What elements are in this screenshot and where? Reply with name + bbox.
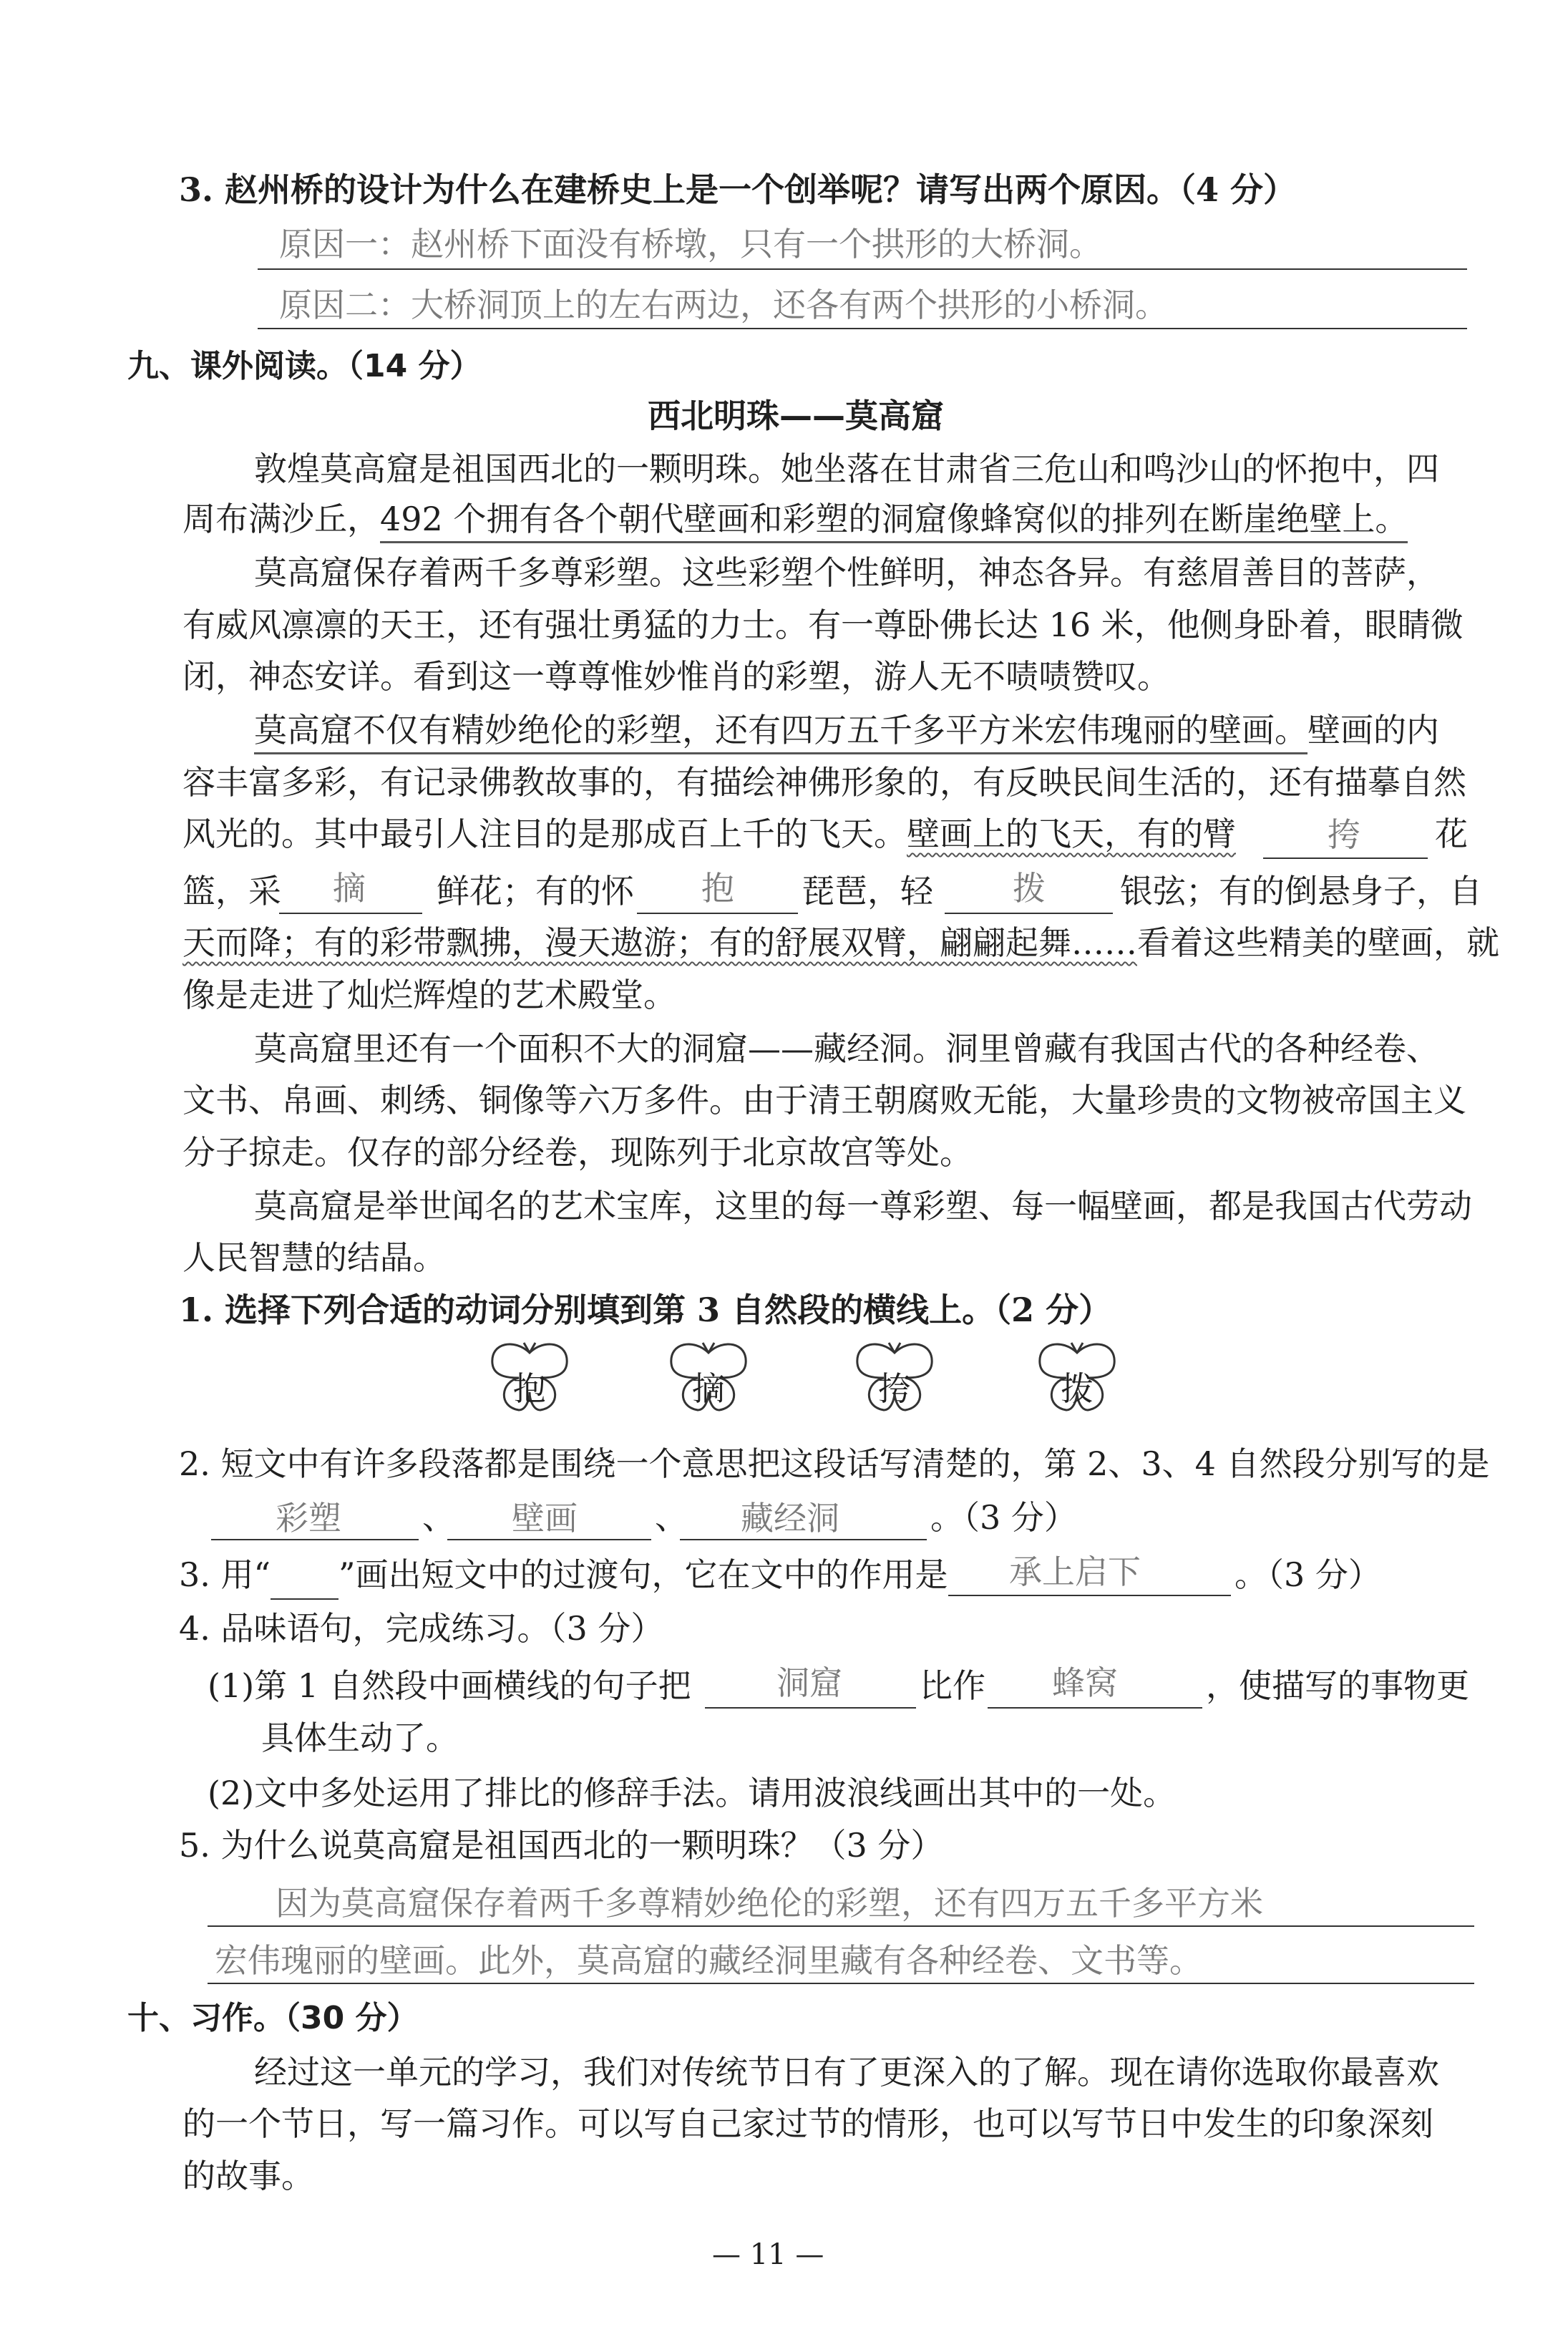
- q4-answer-1: 洞窟: [776, 1663, 842, 1702]
- underlined-sentence: 492 个拥有各个朝代壁画和彩塑的洞窟像蜂窝似的排列在断崖绝壁上。: [380, 500, 1408, 543]
- article-title: 西北明珠——莫高窟: [648, 397, 944, 435]
- blank-answer-1: 挎: [1328, 815, 1360, 854]
- question-text: 3. 赵州桥的设计为什么在建桥史上是一个创举呢？请写出两个原因。（4 分）: [179, 170, 1297, 209]
- section-9-heading: 九、课外阅读。（14 分）: [127, 348, 482, 384]
- option-label: 摘: [692, 1369, 725, 1408]
- text-span: 3. 用“: [179, 1555, 271, 1594]
- paragraph-3-line-2: 容丰富多彩，有记录佛教故事的，有描绘神佛形象的，有反映民间生活的，还有描摹自然: [182, 763, 1466, 802]
- underline-sample: [271, 1570, 339, 1600]
- text-span: ”画出短文中的过渡句，它在文中的作用是: [339, 1555, 948, 1594]
- answer-line: [208, 1925, 1474, 1927]
- writing-prompt-line-3: 的故事。: [182, 2157, 314, 2195]
- text-span: 比作: [920, 1666, 985, 1705]
- answer-line: [208, 1983, 1474, 1984]
- paragraph-5-line-1: 莫高窟是举世闻名的艺术宝库，这里的每一尊彩塑、每一幅壁画，都是我国古代劳动: [254, 1187, 1472, 1225]
- writing-prompt-line-1: 经过这一单元的学习，我们对传统节日有了更深入的了解。现在请你选取你最喜欢: [254, 2053, 1439, 2091]
- separator: 、: [422, 1498, 455, 1537]
- option-butterfly-3: [852, 1338, 938, 1417]
- fill-blank-line: [211, 1539, 419, 1540]
- page-number: — 11 —: [712, 2238, 824, 2271]
- fill-blank-line: [1263, 857, 1428, 859]
- option-label: 拨: [1061, 1369, 1094, 1408]
- wavy-underlined-text: 天而降；有的彩带飘拂，漫天遨游；有的舒展双臂，翩翩起舞……: [182, 923, 1137, 962]
- wavy-underlined-text: 壁画上的飞天，有的臂: [907, 815, 1236, 853]
- answer-line: [258, 328, 1467, 329]
- q3-answer: 承上启下: [1009, 1553, 1141, 1591]
- question-1: 1. 选择下列合适的动词分别填到第 3 自然段的横线上。（2 分）: [179, 1291, 1112, 1329]
- blank-answer-3: 抱: [701, 869, 734, 908]
- option-butterfly-1: [487, 1338, 573, 1417]
- fill-blank-line: [637, 913, 798, 914]
- paragraph-4-line-2: 文书、帛画、刺绣、铜像等六万多件。由于清王朝腐败无能，大量珍贵的文物被帝国主义: [182, 1081, 1466, 1119]
- q2-answer-2: 壁画: [512, 1499, 578, 1537]
- writing-prompt-line-2: 的一个节日，写一篇习作。可以写自己家过节的情形，也可以写节日中发生的印象深刻: [182, 2104, 1433, 2143]
- text-span: 看着这些精美的壁画，就: [1137, 923, 1499, 962]
- text-span: 风光的。其中最引人注目的是那成百上千的飞天。: [182, 815, 907, 853]
- fill-blank-line: [945, 913, 1113, 914]
- paragraph-3-line-1: [254, 705, 1439, 755]
- option-butterfly-2: [666, 1338, 751, 1417]
- paragraph-3-line-4b: 鲜花；有的怀: [437, 872, 634, 910]
- question-2: 2. 短文中有许多段落都是围绕一个意思把这段话写清楚的，第 2、3、4 自然段分别写的是: [179, 1444, 1490, 1483]
- question-5: 5. 为什么说莫高窟是祖国西北的一颗明珠？（3 分）: [179, 1826, 944, 1865]
- blank-answer-4: 拨: [1013, 869, 1046, 908]
- answer-line: [258, 268, 1467, 270]
- paragraph-4-line-3: 分子掠走。仅存的部分经卷，现陈列于北京故宫等处。: [182, 1133, 973, 1172]
- paragraph-3-line-6: 像是走进了灿烂辉煌的艺术殿堂。: [182, 976, 676, 1014]
- text-span: 周布满沙丘，: [182, 500, 380, 538]
- paragraph-3-line-5: [182, 918, 1499, 968]
- answer-reason-1: 原因一：赵州桥下面没有桥墩，只有一个拱形的大桥洞。: [279, 225, 1102, 263]
- q4-answer-2: 蜂窝: [1052, 1663, 1118, 1702]
- fill-blank-line: [988, 1707, 1202, 1709]
- q2-score: 。（3 分）: [930, 1498, 1077, 1537]
- option-butterfly-4: [1034, 1338, 1120, 1417]
- q2-answer-1: 彩塑: [276, 1499, 341, 1537]
- paragraph-3-line-3: [182, 809, 1236, 859]
- question-3-prompt: [179, 165, 1296, 215]
- option-label: 挎: [878, 1369, 911, 1408]
- paragraph-2-line-1: 莫高窟保存着两千多尊彩塑。这些彩塑个性鲜明，神态各异。有慈眉善目的菩萨，: [254, 553, 1439, 592]
- section-10-heading: 十、习作。（30 分）: [127, 2000, 419, 2036]
- q5-answer-line-1: 因为莫高窟保存着两千多尊精妙绝伦的彩塑，还有四万五千多平方米: [276, 1884, 1263, 1923]
- fill-blank-line: [279, 913, 422, 914]
- q4-part-1: (1)第 1 自然段中画横线的句子把: [208, 1666, 691, 1705]
- paragraph-3-line-4d: 银弦；有的倒悬身子，自: [1120, 872, 1482, 910]
- fill-blank-line: [948, 1595, 1231, 1596]
- paragraph-1-line-1: 敦煌莫高窟是祖国西北的一颗明珠。她坐落在甘肃省三危山和鸣沙山的怀抱中，四: [254, 450, 1439, 488]
- paragraph-3-line-4c: 琵琶，轻: [802, 872, 933, 910]
- q2-answer-3: 藏经洞: [741, 1499, 839, 1537]
- q3-score: 。（3 分）: [1235, 1555, 1381, 1594]
- blank-answer-2: 摘: [333, 869, 366, 908]
- question-4: 4. 品味语句，完成练习。（3 分）: [179, 1609, 664, 1648]
- option-label: 抱: [513, 1369, 546, 1408]
- paragraph-2-line-2: 有威风凛凛的天王，还有强壮勇猛的力士。有一尊卧佛长达 16 米，他侧身卧着，眼睛微: [182, 606, 1464, 644]
- question-3: [179, 1550, 948, 1600]
- text-span: 具体生动了。: [261, 1719, 459, 1757]
- fill-blank-line: [705, 1707, 916, 1709]
- paragraph-4-line-1: 莫高窟里还有一个面积不大的洞窟——藏经洞。洞里曾藏有我国古代的各种经卷、: [254, 1029, 1439, 1068]
- separator: 、: [655, 1498, 688, 1537]
- transition-sentence: 莫高窟不仅有精妙绝伦的彩塑，还有四万五千多平方米宏伟瑰丽的壁画。: [254, 711, 1308, 754]
- q4-part-2: (2)文中多处运用了排比的修辞手法。请用波浪线画出其中的一处。: [208, 1774, 1177, 1812]
- text-span: ，使描写的事物更: [1206, 1666, 1469, 1705]
- answer-reason-2: 原因二：大桥洞顶上的左右两边，还各有两个拱形的小桥洞。: [279, 286, 1168, 324]
- text-span: 壁画的内: [1308, 711, 1439, 749]
- text-span: 花: [1435, 815, 1468, 853]
- fill-blank-line: [680, 1539, 927, 1540]
- fill-blank-line: [447, 1539, 651, 1540]
- paragraph-1-line-2: [182, 494, 1408, 544]
- paragraph-2-line-3: 闭，神态安详。看到这一尊尊惟妙惟肖的彩塑，游人无不啧啧赞叹。: [182, 657, 1170, 696]
- paragraph-3-line-4a: 篮，采: [182, 872, 281, 910]
- q5-answer-line-2: 宏伟瑰丽的壁画。此外，莫高窟的藏经洞里藏有各种经卷、文书等。: [215, 1941, 1202, 1980]
- paragraph-5-line-2: 人民智慧的结晶。: [182, 1238, 446, 1277]
